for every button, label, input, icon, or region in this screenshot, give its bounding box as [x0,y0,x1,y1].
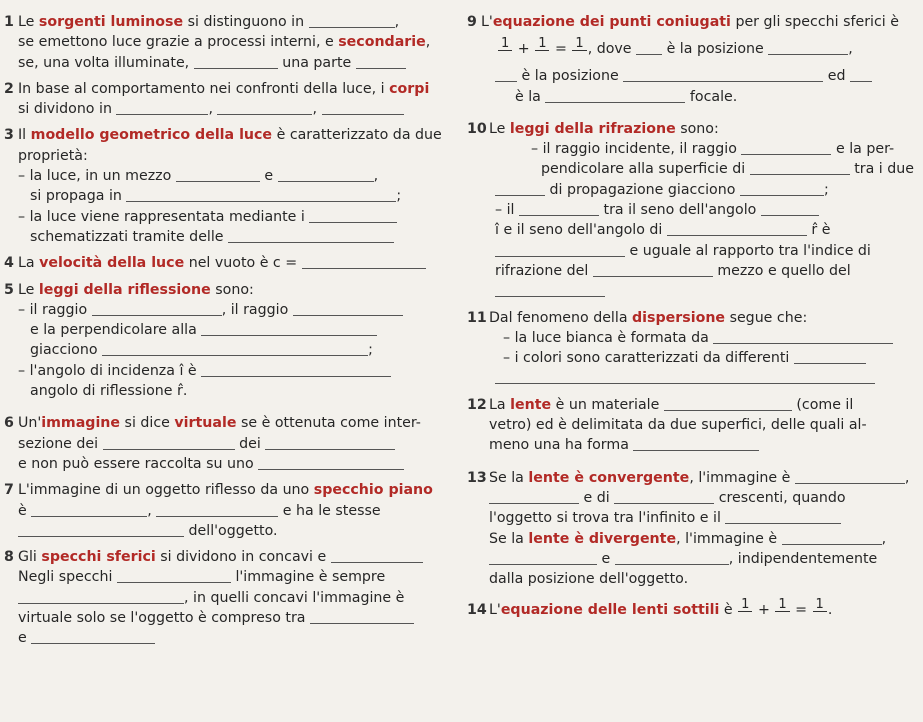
blank-field[interactable] [265,436,395,450]
left-column [4,12,440,649]
blank-field[interactable] [18,590,184,604]
blank-field[interactable] [302,255,426,269]
fraction: 1 [813,599,827,621]
question-9: 9 L'equazione dei punti coniugati per gli specchi sferici è 1 + 1 = 1 , dove è la posizione , è la posizione ed è la focale. [467,14,899,105]
blank-field[interactable] [31,630,155,644]
fraction: 1 [535,38,549,60]
blank-field[interactable] [31,503,147,517]
blank-field[interactable] [495,370,875,384]
blank-field[interactable] [92,302,222,316]
question-6: 6 Un'immagine si dice virtuale se è ottenuta come inter- sezione dei dei e non può essere raccolta su uno [4,415,421,472]
blank-field[interactable] [310,610,414,624]
blank-field[interactable] [633,437,759,451]
blank-field[interactable] [495,68,517,82]
fraction: 1 [498,38,512,60]
blank-field[interactable] [740,182,824,196]
blank-field[interactable] [794,350,866,364]
blank-field[interactable] [176,168,260,182]
question-3: 3 Il modello geometrico della luce è caratterizzato da due proprietà: – la luce, in un mezzo e , si propaga in ; – la luce viene rappresentata mediante i schematizzati tramite delle [4,127,442,245]
blank-field[interactable] [636,41,662,55]
blank-field[interactable] [293,302,403,316]
blank-field[interactable] [201,322,377,336]
blank-field[interactable] [593,263,713,277]
blank-field[interactable] [309,14,395,28]
blank-field[interactable] [750,161,850,175]
blank-field[interactable] [309,209,397,223]
right-column [467,12,917,625]
blank-field[interactable] [126,188,396,202]
question-1: 1 Le sorgenti luminose si distinguono in , se emettono luce grazie a processi interni, e secondarie, se, una volta illuminate, una parte [4,14,431,71]
blank-field[interactable] [18,523,184,537]
blank-field[interactable] [194,55,278,69]
blank-field[interactable] [615,551,729,565]
blank-field[interactable] [489,490,579,504]
blank-field[interactable] [331,549,423,563]
question-13: 13 Se la lente è convergente, l'immagine è , e di crescenti, quando l'oggetto si trova tra l'infinito e il Se la lente è divergente, l'immagine è , e , indipendentemente dalla posizione dell'oggetto. [467,469,910,588]
blank-field[interactable] [201,363,391,377]
blank-field[interactable] [102,342,368,356]
question-14: 14 L'equazione delle lenti sottili è 1 + 1 = 1 . [467,595,917,625]
blank-field[interactable] [322,101,404,115]
blank-field[interactable] [495,243,625,257]
blank-field[interactable] [795,470,905,484]
question-10: 10 Le leggi della rifrazione sono: – il raggio incidente, il raggio e la per- pendicolare alla superficie di tra i due di propagazione giacciono ; – il tra il seno dell'angolo î e il seno dell'angolo di r̂ è e uguale al rapporto tra l'indice di rifrazione del mezzo e quello del [467,119,917,302]
blank-field[interactable] [667,222,807,236]
blank-field[interactable] [623,68,823,82]
blank-field[interactable] [495,283,605,297]
blank-field[interactable] [768,41,848,55]
question-5: 5 Le leggi della riflessione sono: – il raggio , il raggio e la perpendicolare alla giacciono ; – l'angolo di incidenza î è angolo di riflessione r̂. [4,280,440,402]
blank-field[interactable] [156,503,278,517]
term-sorgenti-luminose: sorgenti luminose [38,14,184,30]
blank-field[interactable] [761,202,819,216]
blank-field[interactable] [217,101,312,115]
fraction: 1 [572,38,586,60]
blank-field[interactable] [103,436,235,450]
blank-field[interactable] [782,531,882,545]
question-7: 7 L'immagine di un oggetto riflesso da uno specchio piano è , e ha le stesse dell'oggetto. [4,482,433,539]
blank-field[interactable] [117,569,231,583]
blank-field[interactable] [278,168,374,182]
blank-field[interactable] [228,229,394,243]
blank-field[interactable] [489,551,597,565]
blank-field[interactable] [495,182,545,196]
blank-field[interactable] [850,68,872,82]
blank-field[interactable] [713,330,893,344]
question-8: 8 Gli specchi sferici si dividono in concavi e Negli specchi l'immagine è sempre , in quelli concavi l'immagine è virtuale solo se l'oggetto è compreso tra e [4,547,440,648]
blank-field[interactable] [741,141,831,155]
fraction: 1 [775,599,789,621]
question-2: 2 In base al comportamento nei confronti della luce, i corpi si dividono in , , [4,80,430,118]
blank-field[interactable] [356,55,406,69]
fraction: 1 [738,599,752,621]
blank-field[interactable] [664,397,792,411]
question-11: 11 Dal fenomeno della dispersione segue che: – la luce bianca è formata da – i colori sono caratterizzati da differenti [467,308,917,389]
blank-field[interactable] [258,456,404,470]
question-12: 12 La lente è un materiale (come il vetro) ed è delimitata da due superfici, delle quali al- meno una ha forma [467,396,867,454]
question-4: 4 La velocità della luce nel vuoto è c = [4,253,440,273]
blank-field[interactable] [545,89,685,103]
blank-field[interactable] [519,202,599,216]
blank-field[interactable] [614,490,714,504]
blank-field[interactable] [725,510,841,524]
blank-field[interactable] [116,101,208,115]
